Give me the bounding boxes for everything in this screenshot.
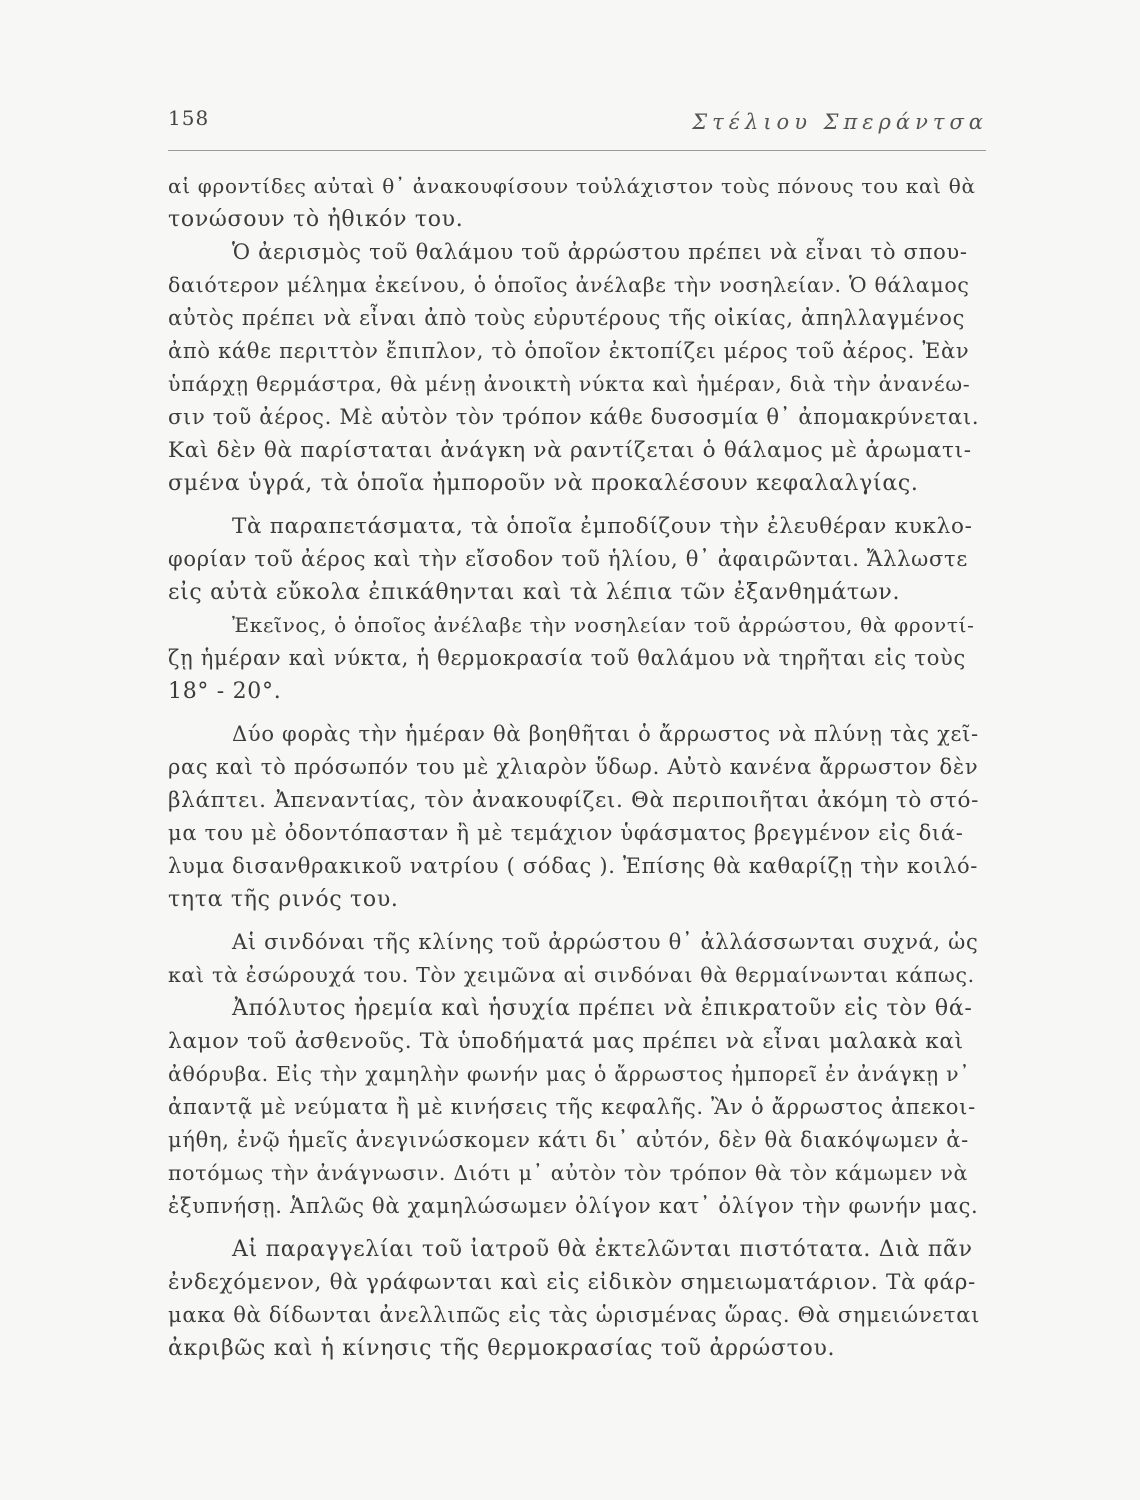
paragraph-start: Ἐκεῖνος, ὁ ὁποῖος ἀνέλαβε τὴν νοσηλείαν τοῦ ἀρρώστου, θὰ φροντί- bbox=[232, 613, 975, 637]
page-number: 158 bbox=[168, 106, 210, 130]
text-line: μήθη, ἐνῷ ἡμεῖς ἀνεγινώσκομεν κάτι δι᾽ αὐτόν, δὲν θὰ διακόψωμεν ἀ- bbox=[168, 1128, 969, 1152]
text-line: ποτόμως τὴν ἀνάγνωσιν. Διότι μ᾽ αὐτὸν τὸν τρόπον θὰ τὸν κάμωμεν νὰ bbox=[168, 1161, 969, 1185]
text-line: καὶ τὰ ἐσώρουχά του. Τὸν χειμῶνα αἱ σινδόναι θὰ θερμαίνωνται κάπως. bbox=[168, 963, 975, 987]
text-line: σμένα ὑγρά, τὰ ὁποῖα ἠμποροῦν νὰ προκαλέσουν κεφαλαλγίας. bbox=[168, 471, 919, 496]
text-line: Καὶ δὲν θὰ παρίσταται ἀνάγκη νὰ ραντίζεται ὁ θάλαμος μὲ ἀρωματι- bbox=[168, 438, 972, 463]
text-line: ἐνδεχόμενον, θὰ γράφωνται καὶ εἰς εἰδικὸν σημειωματάριον. Τὰ φάρ- bbox=[168, 1270, 977, 1295]
text-line: ἀπαντᾷ μὲ νεύματα ἢ μὲ κινήσεις τῆς κεφαλῆς. Ἂν ὁ ἄρρωστος ἀπεκοι- bbox=[168, 1095, 976, 1119]
text-line: δαιότερον μέλημα ἐκείνου, ὁ ὁποῖος ἀνέλαβε τὴν νοσηλείαν. Ὁ θάλαμος bbox=[168, 273, 970, 297]
text-line: ζῃ ἡμέραν καὶ νύκτα, ἡ θερμοκρασία τοῦ θαλάμου νὰ τηρῆται εἰς τοὺς bbox=[168, 646, 966, 670]
page-header bbox=[168, 100, 988, 140]
text-line: 18° - 20°. bbox=[168, 679, 282, 704]
text-line: ἐξυπνήσῃ. Ἁπλῶς θὰ χαμηλώσωμεν ὀλίγον κατ᾽ ὀλίγον τὴν φωνήν μας. bbox=[168, 1194, 979, 1218]
text-line: μακα θὰ δίδωνται ἀνελλιπῶς εἰς τὰς ὡρισμένας ὥρας. Θὰ σημειώνεται bbox=[168, 1303, 981, 1327]
text-line: ρας καὶ τὸ πρόσωπόν του μὲ χλιαρὸν ὕδωρ. Αὐτὸ κανένα ἄρρωστον δὲν bbox=[168, 755, 979, 779]
paragraph-start: Τὰ παραπετάσματα, τὰ ὁποῖα ἐμποδίζουν τὴν ἐλευθέραν κυκλο- bbox=[232, 514, 973, 539]
text-line: ἀπὸ κάθε περιττὸν ἔπιπλον, τὸ ὁποῖον ἐκτοπίζει μέρος τοῦ ἀέρος. Ἐὰν bbox=[168, 339, 970, 363]
text-line: σιν τοῦ ἀέρος. Μὲ αὐτὸν τὸν τρόπον κάθε δυσοσμία θ᾽ ἀπομακρύνεται. bbox=[168, 405, 980, 429]
text-line: ἀκριβῶς καὶ ἡ κίνησις τῆς θερμοκρασίας τοῦ ἀρρώστου. bbox=[168, 1336, 836, 1361]
text-line: ἀθόρυβα. Εἰς τὴν χαμηλὴν φωνήν μας ὁ ἄρρωστος ἠμπορεῖ ἐν ἀνάγκῃ ν᾽ bbox=[168, 1062, 971, 1086]
paragraph-start: Ὁ ἀερισμὸς τοῦ θαλάμου τοῦ ἀρρώστου πρέπει νὰ εἶναι τὸ σπου- bbox=[232, 240, 968, 264]
paragraph-start: Αἱ παραγγελίαι τοῦ ἰατροῦ θὰ ἐκτελῶνται πιστότατα. Διὰ πᾶν bbox=[232, 1237, 973, 1262]
running-head: Στέλιου Σπεράντσα bbox=[692, 110, 988, 134]
text-line: αἱ φροντίδες αὐταὶ θ᾽ ἀνακουφίσουν τοὐλάχιστον τοὺς πόνους του καὶ θὰ bbox=[168, 174, 976, 198]
body-text bbox=[168, 170, 980, 1365]
text-line: τονώσουν τὸ ἠθικόν του. bbox=[168, 207, 464, 232]
text-line: τητα τῆς ρινός του. bbox=[168, 887, 399, 912]
header-rule bbox=[168, 150, 986, 151]
text-line: λυμα δισανθρακικοῦ νατρίου ( σόδας ). Ἐπίσης θὰ καθαρίζῃ τὴν κοιλό- bbox=[168, 854, 979, 878]
paragraph-start: Ἀπόλυτος ἠρεμία καὶ ἡσυχία πρέπει νὰ ἐπικρατοῦν εἰς τὸν θά- bbox=[232, 996, 973, 1021]
text-line: φορίαν τοῦ ἀέρος καὶ τὴν εἴσοδον τοῦ ἡλίου, θ᾽ ἀφαιρῶνται. Ἄλλωστε bbox=[168, 547, 968, 571]
text-line: μα του μὲ ὀδοντόπασταν ἢ μὲ τεμάχιον ὑφάσματος βρεγμένον εἰς διά- bbox=[168, 821, 964, 845]
text-line: αὐτὸς πρέπει νὰ εἶναι ἀπὸ τοὺς εὐρυτέρους τῆς οἰκίας, ἀπηλλαγμένος bbox=[168, 306, 966, 330]
text-line: λαμον τοῦ ἀσθενοῦς. Τὰ ὑποδήματά μας πρέπει νὰ εἶναι μαλακὰ καὶ bbox=[168, 1029, 964, 1054]
text-line: εἰς αὐτὰ εὔκολα ἐπικάθηνται καὶ τὰ λέπια τῶν ἐξανθημάτων. bbox=[168, 580, 901, 605]
paragraph-start: Δύο φορὰς τὴν ἡμέραν θὰ βοηθῆται ὁ ἄρρωστος νὰ πλύνῃ τὰς χεῖ- bbox=[232, 722, 979, 746]
paragraph-start: Αἱ σινδόναι τῆς κλίνης τοῦ ἀρρώστου θ᾽ ἀλλάσσωνται συχνά, ὡς bbox=[232, 930, 979, 954]
text-line: ὑπάρχῃ θερμάστρα, θὰ μένῃ ἀνοικτὴ νύκτα καὶ ἡμέραν, διὰ τὴν ἀνανέω- bbox=[168, 372, 971, 396]
text-line: βλάπτει. Ἀπεναντίας, τὸν ἀνακουφίζει. Θὰ περιποιῆται ἀκόμη τὸ στό- bbox=[168, 788, 980, 813]
